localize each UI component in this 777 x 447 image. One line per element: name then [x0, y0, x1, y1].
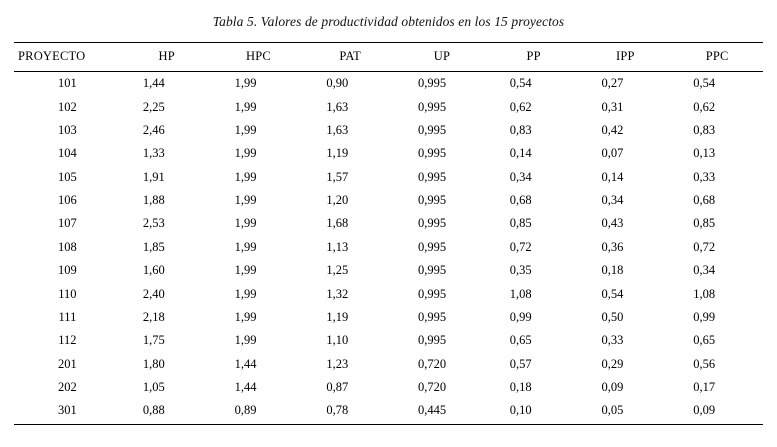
- cell-hp: 1,80: [142, 356, 165, 371]
- table-header-row: [14, 43, 763, 72]
- table-row: [14, 329, 763, 352]
- cell-proyecto: 108: [58, 239, 77, 254]
- cell-ipp: 0,34: [601, 193, 624, 208]
- cell-up: 0,720: [418, 380, 447, 395]
- cell-ppc: 0,09: [671, 399, 763, 425]
- cell-ipp: 0,07: [601, 146, 624, 161]
- table-row: [14, 212, 763, 235]
- cell-ipp: 0,29: [601, 356, 624, 371]
- cell-hp: 1,44: [142, 76, 165, 91]
- cell-hp: 2,18: [142, 309, 165, 324]
- cell-ppc: 0,34: [693, 263, 716, 278]
- cell-hpc: 1,99: [234, 333, 257, 348]
- cell-pat: 1,19: [326, 309, 349, 324]
- cell-hpc: 1,99: [234, 99, 257, 114]
- cell-pp: 0,68: [509, 193, 532, 208]
- cell-hp: 2,46: [142, 122, 165, 137]
- cell-proyecto: 107: [58, 216, 77, 231]
- column-header-hp: HP: [121, 43, 213, 72]
- cell-pp: 0,34: [509, 169, 532, 184]
- table-row: [14, 142, 763, 165]
- cell-ipp: 0,50: [601, 309, 624, 324]
- cell-proyecto: 103: [58, 122, 77, 137]
- cell-hpc: 1,99: [234, 286, 257, 301]
- table-row: [14, 306, 763, 329]
- cell-pp: 0,65: [509, 333, 532, 348]
- cell-up: 0,995: [418, 146, 447, 161]
- cell-pp: 0,62: [509, 99, 532, 114]
- cell-ipp: 0,14: [601, 169, 624, 184]
- cell-pat: 1,19: [326, 146, 349, 161]
- cell-proyecto: 101: [58, 76, 77, 91]
- cell-hp: 1,60: [142, 263, 165, 278]
- cell-pp: 0,14: [509, 146, 532, 161]
- cell-pp: 0,57: [509, 356, 532, 371]
- cell-ipp: 0,42: [601, 122, 624, 137]
- table-caption: Tabla 5. Valores de productividad obtenidos en los 15 proyectos: [212, 14, 565, 29]
- cell-ipp: 0,27: [601, 76, 624, 91]
- cell-ppc: 1,08: [693, 286, 716, 301]
- cell-up: 0,995: [418, 216, 447, 231]
- cell-up: 0,995: [418, 169, 447, 184]
- table-row: [14, 259, 763, 282]
- cell-hp: 1,88: [142, 193, 165, 208]
- cell-proyecto: 112: [58, 333, 77, 348]
- cell-pp: 0,85: [509, 216, 532, 231]
- cell-ppc: 0,99: [693, 309, 716, 324]
- column-header-hpc: HPC: [213, 43, 305, 72]
- cell-hpc: 1,44: [234, 356, 257, 371]
- cell-ipp: 0,43: [601, 216, 624, 231]
- cell-ipp: 0,31: [601, 99, 624, 114]
- cell-proyecto: 105: [58, 169, 77, 184]
- cell-hpc: 1,99: [234, 146, 257, 161]
- cell-hp: 2,40: [142, 286, 165, 301]
- table-row: [14, 353, 763, 376]
- cell-pat: 1,25: [326, 263, 349, 278]
- cell-hpc: 1,99: [234, 263, 257, 278]
- cell-pat: 1,63: [326, 99, 349, 114]
- cell-pp: 0,10: [488, 399, 580, 425]
- cell-pp: 1,08: [509, 286, 532, 301]
- cell-pat: 1,10: [326, 333, 349, 348]
- cell-ppc: 0,72: [693, 239, 716, 254]
- column-header-pp: PP: [488, 43, 580, 72]
- table-row: [14, 376, 763, 399]
- table-row: [14, 72, 763, 96]
- cell-proyecto: 110: [58, 286, 77, 301]
- cell-hp: 1,33: [142, 146, 165, 161]
- cell-hpc: 1,44: [234, 380, 257, 395]
- cell-hpc: 1,99: [234, 122, 257, 137]
- cell-ipp: 0,18: [601, 263, 624, 278]
- cell-ppc: 0,68: [693, 193, 716, 208]
- cell-hp: 0,88: [121, 399, 213, 425]
- cell-pp: 0,83: [509, 122, 532, 137]
- cell-up: 0,995: [418, 76, 447, 91]
- cell-pp: 0,99: [509, 309, 532, 324]
- cell-up: 0,995: [418, 333, 447, 348]
- cell-up: 0,995: [418, 286, 447, 301]
- cell-up: 0,995: [418, 309, 447, 324]
- cell-up: 0,995: [418, 122, 447, 137]
- cell-proyecto: 202: [58, 380, 77, 395]
- cell-up: 0,445: [396, 399, 488, 425]
- cell-hp: 2,25: [142, 99, 165, 114]
- cell-ipp: 0,54: [601, 286, 624, 301]
- cell-hp: 2,53: [142, 216, 165, 231]
- cell-ipp: 0,36: [601, 239, 624, 254]
- cell-pat: 1,57: [326, 169, 349, 184]
- cell-pat: 1,23: [326, 356, 349, 371]
- table-row: [14, 119, 763, 142]
- cell-hpc: 0,89: [213, 399, 305, 425]
- cell-hpc: 1,99: [234, 169, 257, 184]
- cell-hp: 1,75: [142, 333, 165, 348]
- table-header: [14, 43, 763, 72]
- table-row: [14, 189, 763, 212]
- cell-ipp: 0,33: [601, 333, 624, 348]
- cell-pp: 0,72: [509, 239, 532, 254]
- table-row: [14, 282, 763, 305]
- cell-ppc: 0,65: [693, 333, 716, 348]
- cell-pp: 0,54: [509, 76, 532, 91]
- cell-pat: 1,63: [326, 122, 349, 137]
- cell-hp: 1,91: [142, 169, 165, 184]
- column-header-ipp: IPP: [580, 43, 672, 72]
- cell-pat: 0,90: [326, 76, 349, 91]
- cell-pat: 1,32: [326, 286, 349, 301]
- cell-proyecto: 109: [58, 263, 77, 278]
- cell-pat: 0,87: [326, 380, 349, 395]
- cell-up: 0,995: [418, 193, 447, 208]
- cell-proyecto: 201: [58, 356, 77, 371]
- cell-hpc: 1,99: [234, 216, 257, 231]
- productivity-table: [14, 42, 763, 425]
- cell-ipp: 0,09: [601, 380, 624, 395]
- cell-up: 0,995: [418, 263, 447, 278]
- cell-pat: 1,13: [326, 239, 349, 254]
- cell-ppc: 0,17: [693, 380, 716, 395]
- column-header-up: UP: [396, 43, 488, 72]
- cell-pp: 0,18: [509, 380, 532, 395]
- cell-ppc: 0,85: [693, 216, 716, 231]
- cell-hp: 1,85: [142, 239, 165, 254]
- cell-proyecto: 301: [14, 399, 121, 425]
- cell-ppc: 0,62: [693, 99, 716, 114]
- cell-proyecto: 104: [58, 146, 77, 161]
- cell-pat: 0,78: [304, 399, 396, 425]
- cell-up: 0,995: [418, 99, 447, 114]
- table-row: [14, 166, 763, 189]
- column-header-ppc: PPC: [671, 43, 763, 72]
- cell-up: 0,995: [418, 239, 447, 254]
- cell-proyecto: 111: [58, 309, 77, 324]
- cell-ppc: 0,83: [693, 122, 716, 137]
- cell-pat: 1,20: [326, 193, 349, 208]
- column-header-proyecto: PROYECTO: [14, 43, 121, 72]
- column-header-pat: PAT: [304, 43, 396, 72]
- cell-pat: 1,68: [326, 216, 349, 231]
- cell-ppc: 0,56: [693, 356, 716, 371]
- cell-ppc: 0,54: [693, 76, 716, 91]
- cell-hpc: 1,99: [234, 193, 257, 208]
- cell-hp: 1,05: [142, 380, 165, 395]
- cell-proyecto: 102: [58, 99, 77, 114]
- cell-hpc: 1,99: [234, 239, 257, 254]
- table-row: [14, 95, 763, 118]
- table-row: [14, 236, 763, 259]
- cell-hpc: 1,99: [234, 309, 257, 324]
- table-body: [14, 72, 763, 425]
- table-row: [14, 399, 763, 425]
- cell-up: 0,720: [418, 356, 447, 371]
- cell-hpc: 1,99: [234, 76, 257, 91]
- cell-ipp: 0,05: [580, 399, 672, 425]
- cell-ppc: 0,33: [693, 169, 716, 184]
- cell-proyecto: 106: [58, 193, 77, 208]
- cell-ppc: 0,13: [693, 146, 716, 161]
- cell-pp: 0,35: [509, 263, 532, 278]
